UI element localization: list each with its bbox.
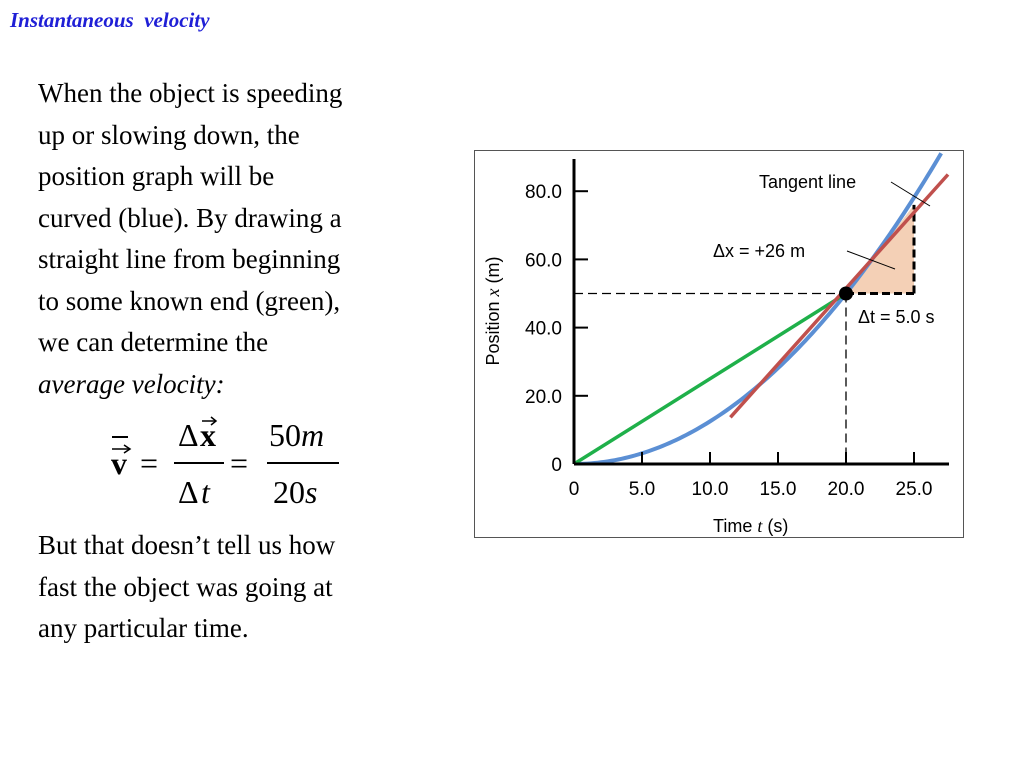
chart-svg bbox=[475, 151, 965, 539]
paragraph-line: When the object is speeding bbox=[38, 78, 343, 108]
x-tick-label: 15.0 bbox=[759, 479, 797, 500]
paragraph-line: curved (blue). By drawing a bbox=[38, 202, 342, 233]
y-axis-title: Position x (m) bbox=[483, 256, 503, 366]
paragraph-line: any particular time. bbox=[38, 613, 249, 643]
paragraph-line: we can determine the bbox=[38, 327, 269, 357]
x-tick-label: 10.0 bbox=[691, 479, 729, 500]
tangent-line-label: Tangent line bbox=[759, 172, 857, 192]
denominator-unit: s bbox=[305, 474, 318, 510]
delta-symbol: Δ bbox=[178, 417, 199, 453]
displacement-symbol: x bbox=[200, 417, 216, 453]
numerator-value: 50 bbox=[269, 417, 301, 453]
explanation-paragraph bbox=[38, 73, 438, 405]
x-tick-label: 0 bbox=[568, 479, 580, 500]
paragraph-line: up or slowing down, the bbox=[38, 119, 300, 150]
x-tick-label: 5.0 bbox=[628, 479, 656, 500]
v-bar bbox=[112, 436, 128, 438]
y-tick-label: 40.0 bbox=[525, 318, 562, 340]
numerator-unit: m bbox=[301, 417, 325, 453]
tangent-point bbox=[839, 287, 853, 301]
equals-sign: = bbox=[140, 445, 159, 481]
average-velocity-term: average velocity: bbox=[38, 368, 225, 399]
average-velocity-line bbox=[574, 294, 846, 465]
paragraph-line: fast the object was going at bbox=[38, 571, 333, 602]
paragraph-line: straight line from beginning bbox=[38, 244, 341, 274]
average-velocity-formula bbox=[108, 414, 368, 514]
slide-title: Instantaneous velocity bbox=[10, 8, 210, 32]
y-tick-label: 20.0 bbox=[525, 386, 562, 408]
closing-paragraph bbox=[38, 525, 438, 650]
y-tick-label: 80.0 bbox=[525, 182, 562, 204]
delta-t-label: Δt = 5.0 s bbox=[858, 307, 935, 327]
paragraph-line: position graph will be bbox=[38, 161, 275, 191]
denominator-value: 20 bbox=[273, 474, 305, 510]
paragraph-line: to some known end (green), bbox=[38, 285, 341, 316]
velocity-symbol: v bbox=[111, 445, 127, 481]
paragraph-line: But that doesn’t tell us how bbox=[38, 530, 336, 560]
y-tick-label: 60.0 bbox=[525, 250, 562, 272]
equals-sign: = bbox=[230, 445, 249, 481]
position-time-chart bbox=[474, 150, 964, 538]
time-symbol: t bbox=[201, 474, 210, 510]
x-tick-label: 25.0 bbox=[895, 479, 933, 500]
delta-symbol: Δ bbox=[178, 474, 199, 510]
fraction-line bbox=[174, 462, 224, 464]
delta-x-label: Δx = +26 m bbox=[713, 241, 806, 261]
x-axis-title: Time t (s) bbox=[713, 516, 789, 536]
x-tick-label: 20.0 bbox=[827, 479, 865, 500]
y-tick-label: 0 bbox=[551, 455, 562, 476]
tangent-line bbox=[730, 174, 948, 417]
fraction-line bbox=[267, 462, 339, 464]
